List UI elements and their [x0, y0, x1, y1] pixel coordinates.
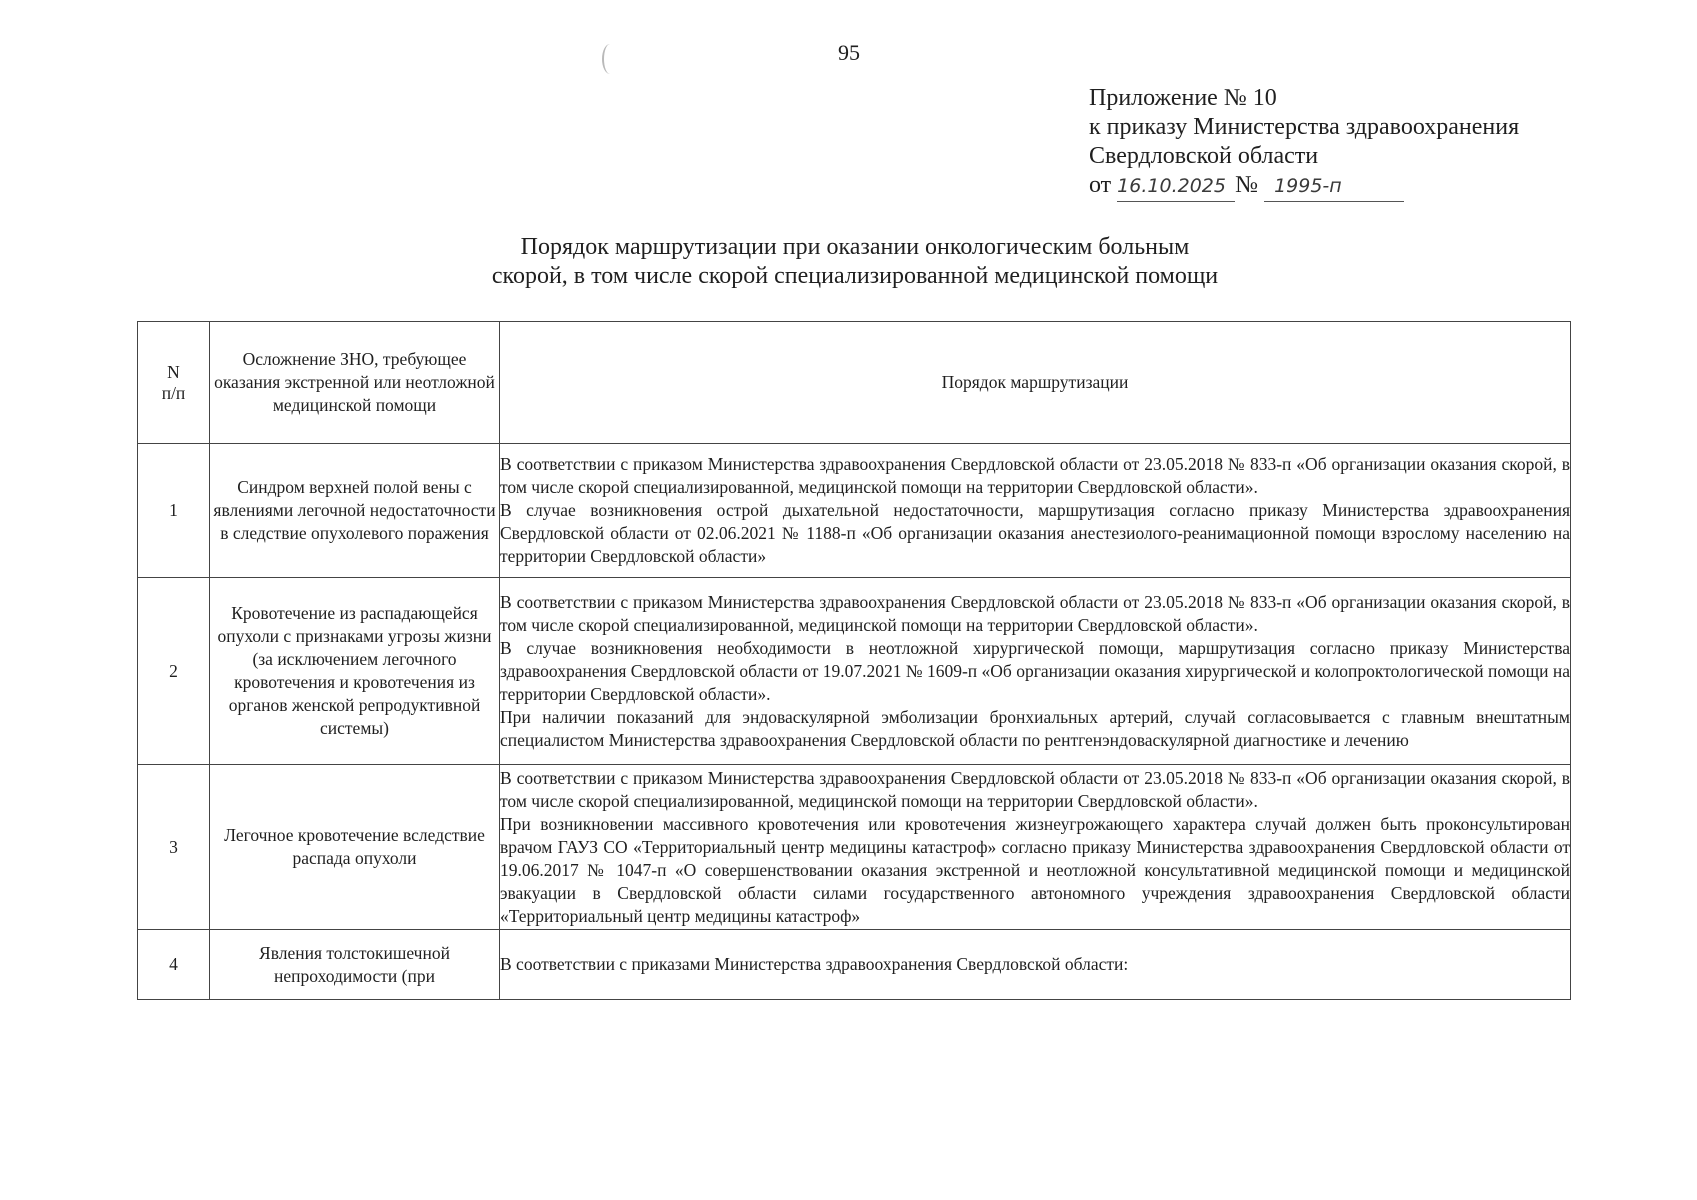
header-number-line-1: N: [167, 361, 180, 382]
row-condition: Явления толстокишечной непроходимости (при: [210, 930, 500, 1000]
annex-date-line: [1089, 171, 1519, 202]
row-condition: Синдром верхней полой вены с явлениями легочной недостаточности в следствие опухолевого поражения: [210, 444, 500, 578]
row-number: 3: [138, 765, 210, 930]
handwritten-date: 16.10.2025: [1117, 172, 1235, 202]
row-condition: Легочное кровотечение вследствие распада опухоли: [210, 765, 500, 930]
routing-paragraph: В соответствии с приказом Министерства здравоохранения Свердловской области от 23.05.2018 № 833-п «Об организации оказания скорой, в том числе скорой специализированной, медицинской помощи на территории Свердловской области».: [500, 454, 1570, 497]
row-routing: [500, 578, 1571, 765]
title-line-1: Порядок маршрутизации при оказании онкологическим больным: [520, 234, 1190, 260]
table-row: [138, 444, 1571, 578]
annex-title: Приложение № 10: [1089, 85, 1277, 111]
header-number-line-2: п/п: [161, 382, 186, 403]
header-number: [138, 322, 210, 444]
row-routing: [500, 444, 1571, 578]
table-row: [138, 578, 1571, 765]
row-routing: [500, 765, 1571, 930]
routing-paragraph: В соответствии с приказом Министерства здравоохранения Свердловской области от 23.05.2018 № 833-п «Об организации оказания скорой, в том числе скорой специализированной, медицинской помощи на территории Свердловской области».: [500, 767, 1570, 811]
routing-table: [137, 321, 1571, 1000]
routing-paragraph: В соответствии с приказом Министерства здравоохранения Свердловской области от 23.05.2018 № 833-п «Об организации оказания скорой, в том числе скорой специализированной, медицинской помощи на территории Свердловской области».: [500, 591, 1570, 635]
routing-paragraph: В случае возникновения необходимости в неотложной хирургической помощи, маршрутизация согласно приказу Министерства здравоохранения Свердловской области от 19.07.2021 № 1609-п «Об организации оказания хирургической и колопроктологической помощи на территории Свердловской области».: [500, 637, 1570, 704]
routing-paragraph: При наличии показаний для эндоваскулярной эмболизации бронхиальных артерий, случай согласовывается с главным внештатным специалистом Министерства здравоохранения Свердловской области по рентгенэндоваскулярной диагностике и лечению: [500, 706, 1570, 750]
table-row: [138, 765, 1571, 930]
table-header-row: [138, 322, 1571, 444]
row-number: 1: [138, 444, 210, 578]
page-number: 95: [838, 40, 860, 65]
annex-order-line: к приказу Министерства здравоохранения: [1089, 114, 1520, 140]
annex-region-line: Свердловской области: [1089, 143, 1319, 169]
table-row: [138, 930, 1571, 1000]
routing-paragraph: При возникновении массивного кровотечения или кровотечения жизнеугрожающего характера случай должен быть проконсультирован врачом ГАУЗ СО «Территориальный центр медицины катастроф» согласно приказу Министерства здравоохранения Свердловской области от 19.06.2017 № 1047-п «О совершенствовании оказания экстренной и неотложной консультативной медицинской помощи и медицинской эвакуации в Свердловской области силами государственного автономного учреждения здравоохранения Свердловской области «Территориальный центр медицины катастроф»: [500, 813, 1570, 926]
date-prefix: от: [1089, 172, 1112, 198]
row-number: 4: [138, 930, 210, 1000]
header-routing: Порядок маршрутизации: [500, 322, 1571, 444]
routing-paragraph: В случае возникновения острой дыхательной недостаточности, маршрутизация согласно приказу Министерства здравоохранения Свердловской области от 02.06.2021 № 1188-п «Об организации оказания анестезиолого-реанимационной помощи взрослому населению на территории Свердловской области»: [500, 500, 1570, 566]
paper-mark: [602, 44, 618, 74]
row-routing: [500, 930, 1571, 1000]
number-prefix: №: [1235, 172, 1259, 198]
annex-block: [1089, 84, 1519, 202]
row-condition: Кровотечение из распадающейся опухоли с признаками угрозы жизни (за исключением легочного кровотечения и кровотечения из органов женской репродуктивной системы): [210, 578, 500, 765]
document-title: [320, 233, 1390, 291]
title-line-2: скорой, в том числе скорой специализированной медицинской помощи: [491, 263, 1219, 289]
header-condition: Осложнение ЗНО, требующее оказания экстренной или неотложной медицинской помощи: [210, 322, 500, 444]
row-number: 2: [138, 578, 210, 765]
routing-paragraph: В соответствии с приказами Министерства здравоохранения Свердловской области:: [500, 954, 1129, 974]
handwritten-number: 1995-п: [1264, 172, 1404, 202]
